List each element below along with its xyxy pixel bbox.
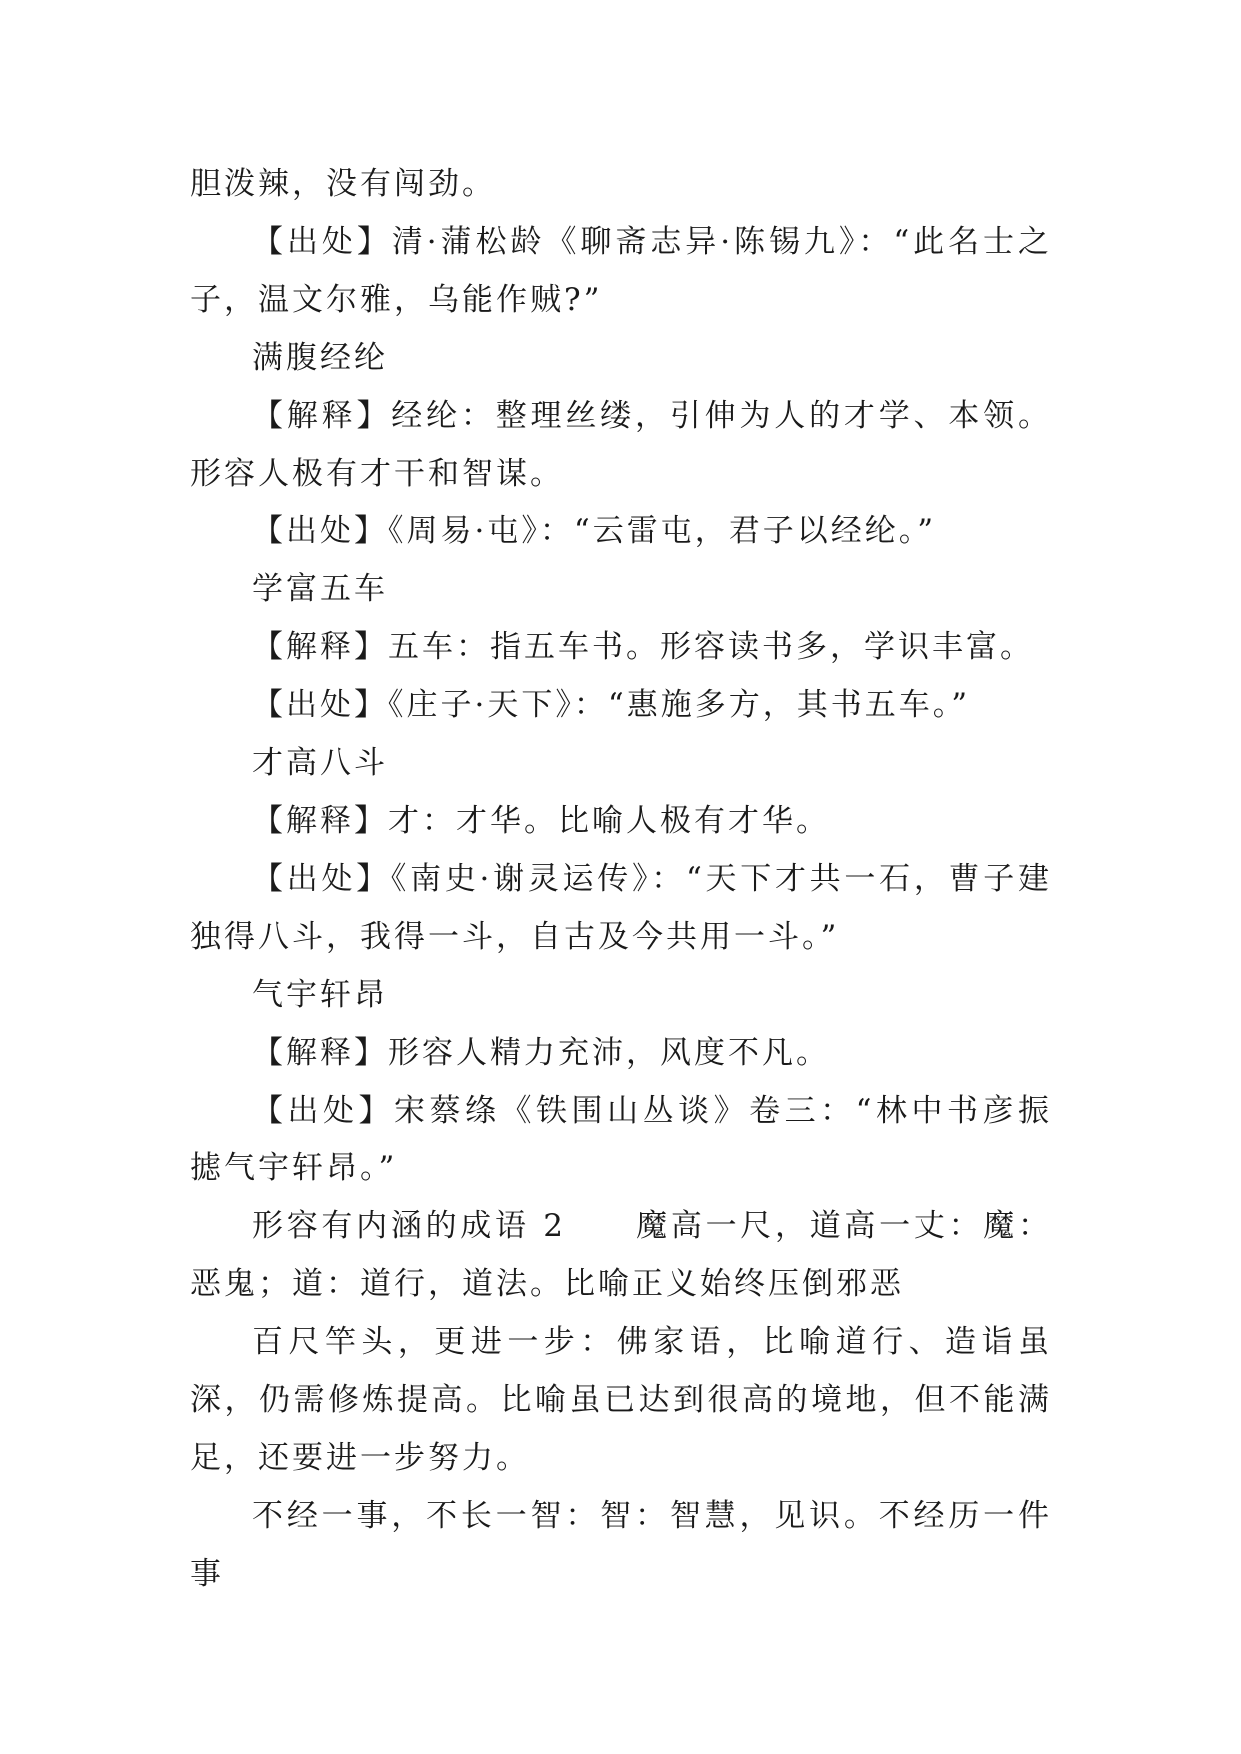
idiom-heading: 满腹经纶 <box>252 339 388 376</box>
paragraph-source: 【出处】清·蒲松龄《聊斋志异·陈锡九》：“此名士之子，温文尔雅，乌能作贼?” <box>190 223 1052 318</box>
idiom-heading: 气宇轩昂 <box>252 976 388 1013</box>
paragraph-explanation: 【解释】五车：指五车书。形容读书多，学识丰富。 <box>252 629 1034 666</box>
paragraph-explanation: 【解释】才：才华。比喻人极有才华。 <box>252 802 830 839</box>
idiom-paragraph: 不经一事，不长一智：智：智慧，见识。不经历一件事 <box>190 1497 1052 1592</box>
paragraph-source: 【出处】《周易·屯》：“云雷屯，君子以经纶。” <box>252 513 937 550</box>
paragraph-explanation: 【解释】经纶：整理丝缕，引伸为人的才学、本领。形容人极有才干和智谋。 <box>190 397 1052 492</box>
paragraph-source: 【出处】宋蔡绦《铁围山丛谈》卷三：“林中书彦振摅气宇轩昂。” <box>190 1092 1052 1187</box>
paragraph-continuation: 胆泼辣，没有闯劲。 <box>190 166 496 202</box>
paragraph-explanation: 【解释】形容人精力充沛，风度不凡。 <box>252 1034 830 1071</box>
idiom-paragraph: 百尺竿头，更进一步：佛家语，比喻道行、造诣虽深，仍需修炼提高。比喻虽已达到很高的境地，但不能满足，还要进一步努力。 <box>190 1324 1052 1476</box>
idiom-heading: 学富五车 <box>252 571 388 608</box>
section-intro-paragraph: 形容有内涵的成语 2 魔高一尺，道高一丈：魔：恶鬼；道：道行，道法。比喻正义始终压倒邪恶 <box>190 1208 1052 1303</box>
document-body <box>190 156 1052 1604</box>
idiom-heading: 才高八斗 <box>252 745 388 782</box>
paragraph-source: 【出处】《庄子·天下》：“惠施多方，其书五车。” <box>252 687 971 724</box>
paragraph-source: 【出处】《南史·谢灵运传》：“天下才共一石，曹子建独得八斗，我得一斗，自古及今共用一斗。” <box>190 860 1052 955</box>
